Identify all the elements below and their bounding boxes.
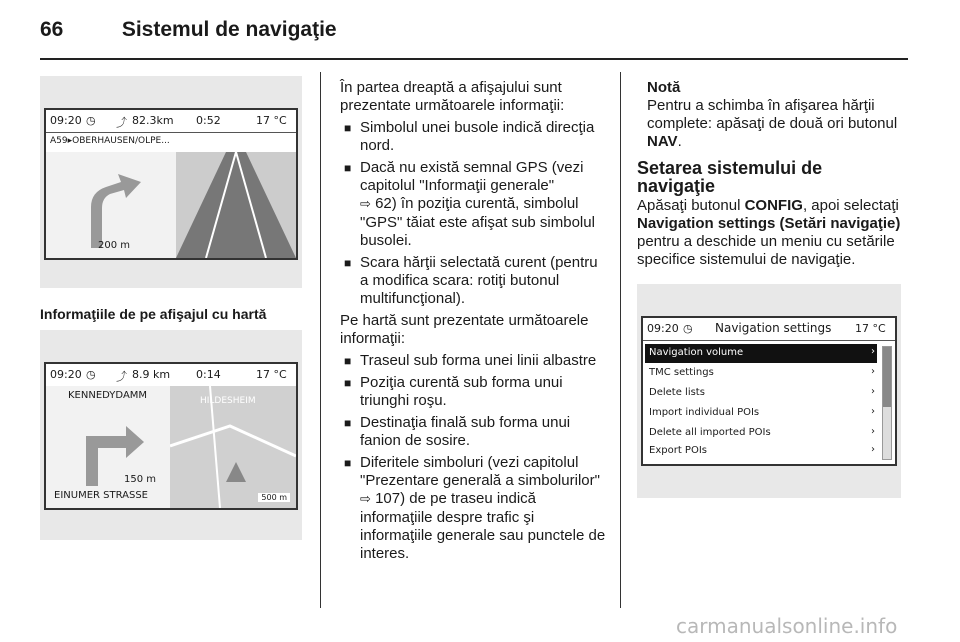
page-number: 66 [40, 18, 64, 41]
turn-distance: 150 m [124, 474, 157, 485]
header-rule [40, 58, 908, 60]
page-header [40, 18, 337, 42]
menu-item[interactable]: Delete all imported POIs › [649, 426, 875, 438]
figure-1-panel [40, 76, 302, 288]
street-top: KENNEDYDAMM [68, 390, 148, 401]
note-box: Notă Pentru a schimba în afişarea hărţii complete: apăsaţi de două ori butonul NAV. [637, 79, 905, 151]
temperature: 17 °C [256, 368, 287, 381]
paragraph: Apăsaţi butonul CONFIG, apoi selectaţi Navigation settings (Setări navigaţie) pentru a deschide un meniu cu setările specifice sistemului de navigaţie. [637, 197, 901, 268]
turn-distance: 200 m [98, 240, 131, 251]
column-divider [320, 72, 321, 608]
compass-icon: ◷ [86, 114, 96, 127]
watermark: carmanualsonline.info [676, 614, 898, 638]
menu-item[interactable]: Navigation volume › [645, 344, 877, 363]
turn-panel [46, 386, 170, 508]
clock: 09:20 [50, 114, 82, 127]
street-bottom: EINUMER STRASSE [54, 490, 148, 501]
compass-icon: ◷ [683, 322, 693, 335]
status-bar [46, 364, 296, 387]
eta-readout: 0:52 [196, 114, 221, 127]
nav-screen-2 [44, 362, 298, 510]
status-bar [46, 110, 296, 133]
compass-icon: ◷ [86, 368, 96, 381]
column-divider [620, 72, 621, 608]
chevron-right-icon: › [871, 406, 875, 417]
menu-item[interactable]: Export POIs › [649, 444, 875, 456]
distance-readout: 8.9 km [132, 368, 171, 381]
bullet-item: ■ Poziţia curentă sub forma unui triunghi roşu. [340, 374, 608, 410]
figure-2-panel [40, 330, 302, 540]
paragraph: Pe hartă sunt prezentate următoarele informaţii: [340, 312, 589, 347]
page-title: Sistemul de navigaţie [121, 18, 337, 41]
bullet-item: ■ Scara hărţii selectată curent (pentru a modifica scara: rotiţi butonul multifuncţional). [340, 254, 608, 308]
city-label: HILDESHEIM [200, 396, 256, 406]
clock: 09:20 [647, 322, 679, 335]
nav-button-label: NAV [647, 133, 678, 150]
chevron-right-icon: › [871, 346, 875, 357]
scrollbar-thumb[interactable] [883, 347, 891, 407]
screen-title: Navigation settings [715, 321, 832, 335]
bullet-item: ■ Simbolul unei busole indică direcţia nord. [340, 119, 608, 155]
column-2 [340, 79, 608, 567]
menu-item[interactable]: TMC settings › [649, 366, 875, 378]
paragraph: În partea dreaptă a afişajului sunt prezentate următoarele informaţii: [340, 79, 565, 114]
chevron-right-icon: › [871, 444, 875, 455]
map-scale: 500 m [258, 493, 290, 502]
bullet-item: ■ Diferitele simboluri (vezi capitolul "Prezentare generală a simbolurilor" ⇨ 107) de pe traseu indică informaţiile despre trafic şi informaţiile generale sau punctele de interes. [340, 454, 608, 563]
section-title: Setarea sistemului de navigaţie [637, 158, 823, 196]
figure-3-panel [637, 284, 901, 498]
chevron-right-icon: › [871, 366, 875, 377]
map-view [170, 386, 296, 508]
temperature: 17 °C [256, 114, 287, 127]
temperature: 17 °C [855, 322, 886, 335]
page-ref-icon: ⇨ [360, 492, 371, 507]
nav-screen-1 [44, 108, 298, 260]
note-title: Notă [647, 79, 681, 96]
scrollbar[interactable] [882, 346, 892, 460]
chevron-right-icon: › [871, 386, 875, 397]
bullet-item: ■ Dacă nu există semnal GPS (vezi capitolul "Informaţii generale" ⇨ 62) în poziţia curentă, simbolul "GPS" tăiat este afişat sub simbolul busolei. [340, 159, 608, 250]
figure-caption: Informaţiile de pe afişajul cu hartă [40, 306, 267, 322]
page-ref-icon: ⇨ [360, 197, 371, 212]
menu-item[interactable]: Delete lists › [649, 386, 875, 398]
eta-readout: 0:14 [196, 368, 221, 381]
route-icon: ⤴ [116, 116, 127, 129]
turn-panel [46, 152, 176, 258]
route-icon: ⤴ [116, 370, 127, 383]
chevron-right-icon: › [871, 426, 875, 437]
lane-view [176, 152, 296, 258]
menu-item[interactable]: Import individual POIs › [649, 406, 875, 418]
column-3 [637, 79, 905, 273]
bullet-item: ■ Traseul sub forma unei linii albastre [340, 352, 608, 370]
nav-settings-screen [641, 316, 897, 466]
clock: 09:20 [50, 368, 82, 381]
distance-readout: 82.3km [132, 114, 174, 127]
status-bar [643, 318, 895, 341]
bullet-item: ■ Destinaţia finală sub forma unui fanion de sosire. [340, 414, 608, 450]
road-name: A59▸OBERHAUSEN/OLPE... [50, 136, 170, 146]
